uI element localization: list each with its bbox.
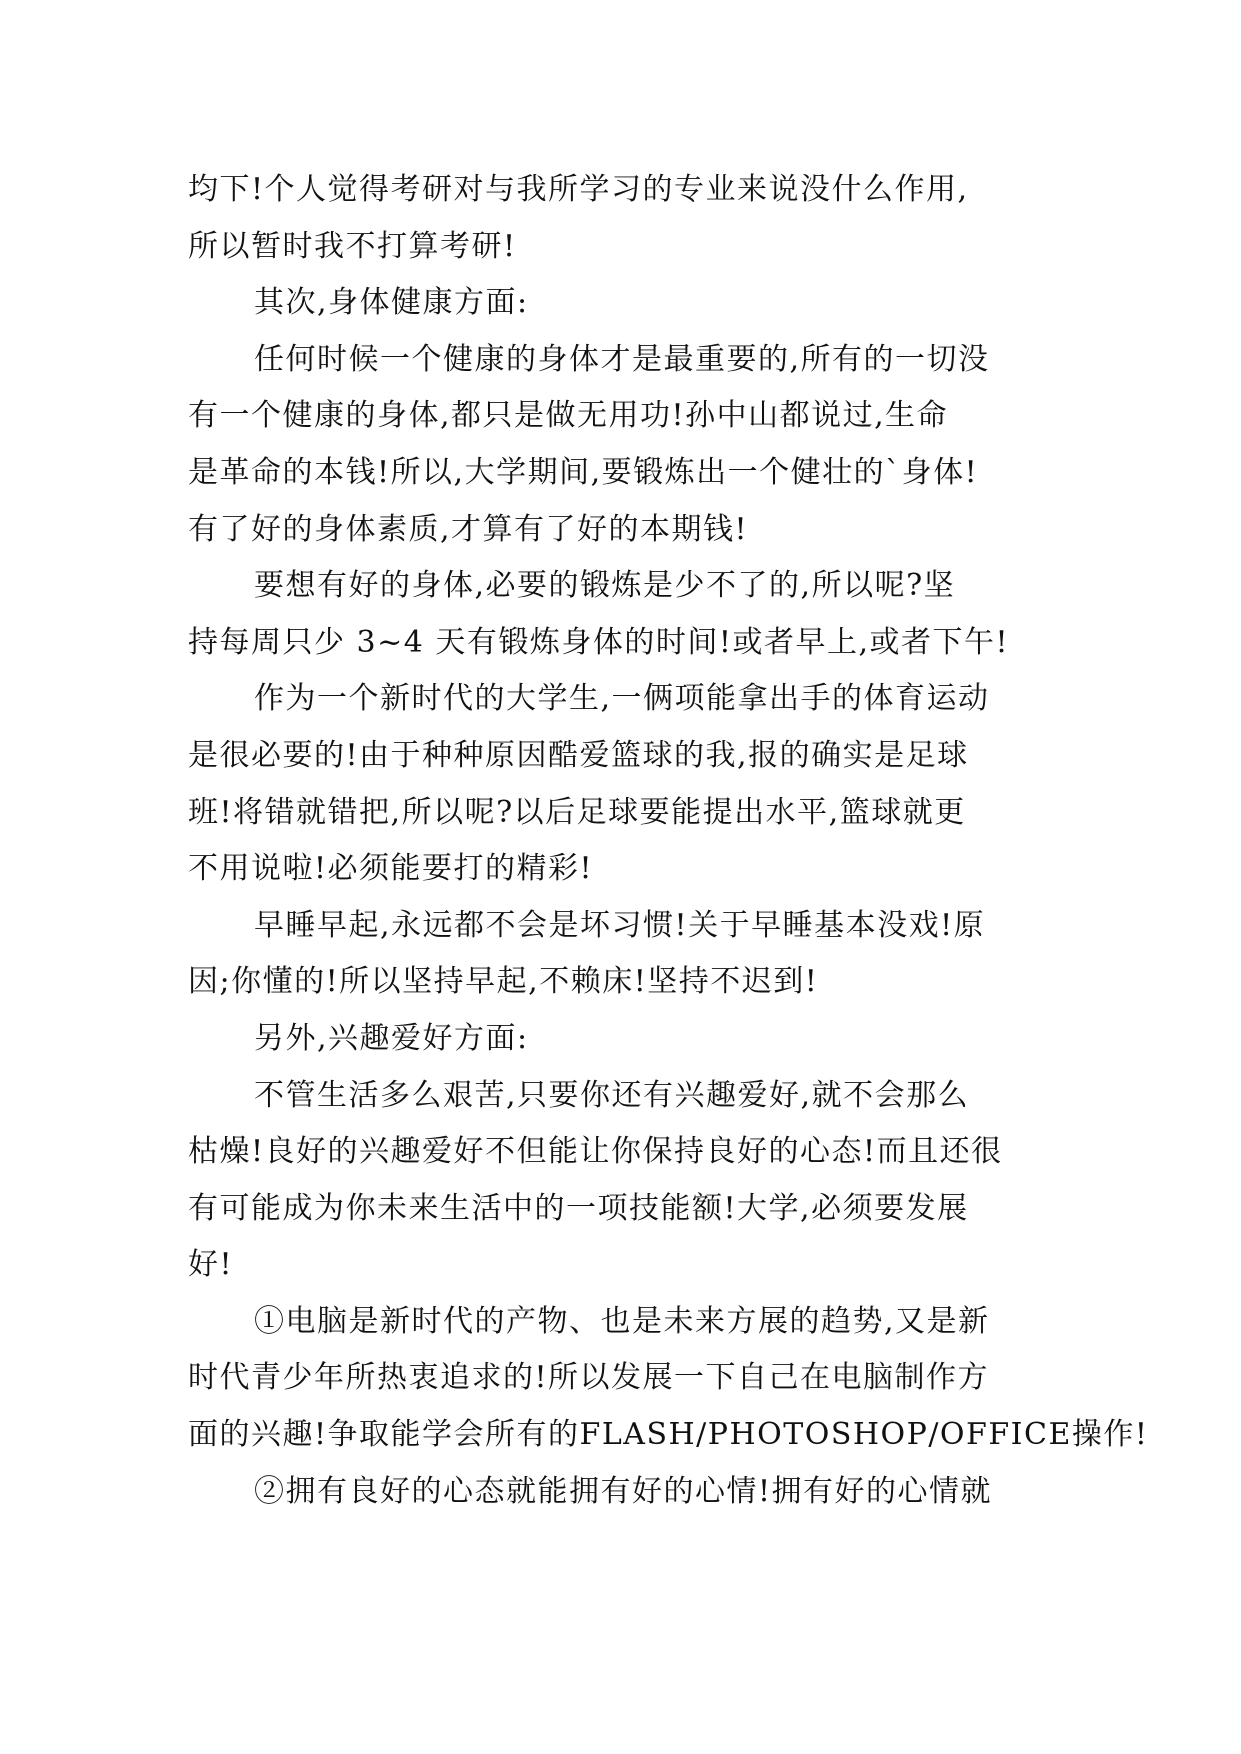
text-line: 时代青少年所热衷追求的!所以发展一下自己在电脑制作方 [188, 1360, 990, 1396]
text-line: 因;你懂的!所以坚持早起,不赖床!坚持不迟到! [188, 964, 819, 1000]
text-line: 是很必要的!由于种种原因酷爱篮球的我,报的确实是足球 [188, 737, 969, 773]
text-line: 早睡早起,永远都不会是坏习惯!关于早睡基本没戏!原 [254, 907, 986, 943]
document-body [188, 162, 1149, 1520]
text-line: 持每周只少 3~4 天有锻炼身体的时间!或者早上,或者下午! [188, 624, 1010, 660]
text-line: 枯燥!良好的兴趣爱好不但能让你保持良好的心态!而且还很 [188, 1134, 1003, 1170]
text-line: 不管生活多么艰苦,只要你还有兴趣爱好,就不会那么 [254, 1077, 970, 1113]
text-line: 另外,兴趣爱好方面: [254, 1020, 529, 1056]
text-line: 有可能成为你未来生活中的一项技能额!大学,必须要发展 [188, 1190, 969, 1226]
text-line: 有了好的身体素质,才算有了好的本期钱! [188, 511, 749, 547]
text-line: 面的兴趣!争取能学会所有的FLASH/PHOTOSHOP/OFFICE操作! [188, 1417, 1149, 1453]
text-line: 作为一个新时代的大学生,一俩项能拿出手的体育运动 [254, 681, 990, 717]
text-line: ①电脑是新时代的产物、也是未来方展的趋势,又是新 [254, 1303, 990, 1339]
text-line: 任何时候一个健康的身体才是最重要的,所有的一切没 [254, 341, 990, 377]
text-line: 不用说啦!必须能要打的精彩! [188, 851, 594, 887]
text-line: 所以暂时我不打算考研! [188, 228, 517, 264]
text-line: 班!将错就错把,所以呢?以后足球要能提出水平,篮球就更 [188, 794, 966, 830]
text-line: ②拥有良好的心态就能拥有好的心情!拥有好的心情就 [254, 1473, 993, 1509]
text-line: 好! [188, 1247, 234, 1283]
text-line: 均下!个人觉得考研对与我所学习的专业来说没什么作用, [188, 172, 969, 207]
text-line: 其次,身体健康方面: [254, 285, 529, 321]
text-line: 要想有好的身体,必要的锻炼是少不了的,所以呢?坚 [254, 568, 956, 604]
text-line: 是革命的本钱!所以,大学期间,要锻炼出一个健壮的`身体! [188, 454, 979, 490]
text-line: 有一个健康的身体,都只是做无用功!孙中山都说过,生命 [188, 398, 949, 434]
